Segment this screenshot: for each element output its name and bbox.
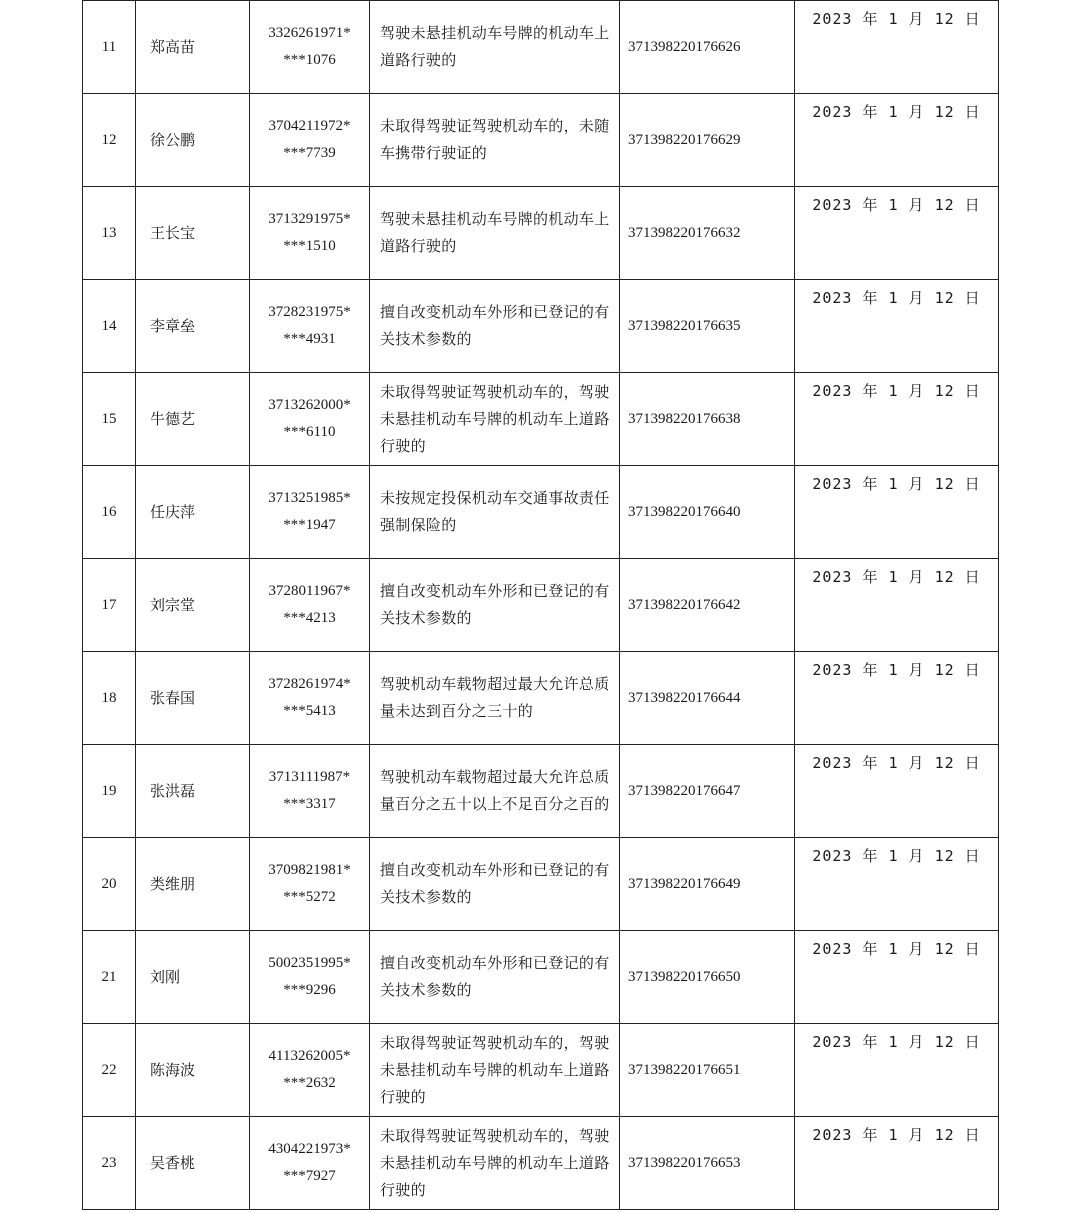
person-name-cell: 吴香桃: [136, 1117, 250, 1210]
id-number-cell: [250, 838, 370, 931]
decision-date-cell: 2023 年 1 月 12 日: [795, 838, 999, 931]
violation-reason-cell: 擅自改变机动车外形和已登记的有关技术参数的: [370, 280, 620, 373]
id-number-line-1: 4304221973*: [268, 1141, 351, 1157]
id-number-line-1: 3728011967*: [268, 583, 351, 599]
id-number-line-1: 3713291975*: [268, 211, 351, 227]
id-number-line-2: ***6110: [283, 424, 336, 440]
id-number-cell: [250, 745, 370, 838]
table-body: [83, 1, 999, 1210]
document-number-cell: 371398220176647: [620, 745, 795, 838]
document-number-cell: 371398220176649: [620, 838, 795, 931]
decision-date-cell: 2023 年 1 月 12 日: [795, 187, 999, 280]
id-number-line-2: ***1510: [283, 238, 336, 254]
row-index-cell: 11: [83, 1, 136, 94]
id-number-line-2: ***2632: [283, 1075, 336, 1091]
decision-date-cell: 2023 年 1 月 12 日: [795, 373, 999, 466]
id-number-line-1: 3713251985*: [268, 490, 351, 506]
id-number-line-2: ***3317: [283, 796, 336, 812]
id-number-cell: [250, 1, 370, 94]
row-index-cell: 13: [83, 187, 136, 280]
id-number-cell: [250, 373, 370, 466]
table-row: [83, 1024, 999, 1117]
person-name-cell: 徐公鹏: [136, 94, 250, 187]
violation-reason-cell: 擅自改变机动车外形和已登记的有关技术参数的: [370, 838, 620, 931]
decision-date-cell: 2023 年 1 月 12 日: [795, 1, 999, 94]
violation-reason-cell: 擅自改变机动车外形和已登记的有关技术参数的: [370, 931, 620, 1024]
id-number-line-1: 5002351995*: [268, 955, 351, 971]
table-row: [83, 745, 999, 838]
table-row: [83, 373, 999, 466]
violation-reason-cell: 擅自改变机动车外形和已登记的有关技术参数的: [370, 559, 620, 652]
id-number-line-1: 3728261974*: [268, 676, 351, 692]
table-row: [83, 466, 999, 559]
violation-reason-cell: 未取得驾驶证驾驶机动车的，驾驶未悬挂机动车号牌的机动车上道路行驶的: [370, 1117, 620, 1210]
person-name-cell: 张洪磊: [136, 745, 250, 838]
id-number-line-1: 3728231975*: [268, 304, 351, 320]
violation-reason-cell: 未取得驾驶证驾驶机动车的，驾驶未悬挂机动车号牌的机动车上道路行驶的: [370, 373, 620, 466]
violation-reason-cell: 未按规定投保机动车交通事故责任强制保险的: [370, 466, 620, 559]
person-name-cell: 牛德艺: [136, 373, 250, 466]
id-number-line-1: 3709821981*: [268, 862, 351, 878]
violation-reason-cell: 驾驶机动车载物超过最大允许总质量百分之五十以上不足百分之百的: [370, 745, 620, 838]
table-row: [83, 94, 999, 187]
row-index-cell: 19: [83, 745, 136, 838]
decision-date-cell: 2023 年 1 月 12 日: [795, 559, 999, 652]
row-index-cell: 16: [83, 466, 136, 559]
document-number-cell: 371398220176644: [620, 652, 795, 745]
person-name-cell: 刘刚: [136, 931, 250, 1024]
row-index-cell: 18: [83, 652, 136, 745]
id-number-line-2: ***4931: [283, 331, 336, 347]
row-index-cell: 14: [83, 280, 136, 373]
person-name-cell: 王长宝: [136, 187, 250, 280]
row-index-cell: 17: [83, 559, 136, 652]
table-row: [83, 838, 999, 931]
person-name-cell: 郑高苗: [136, 1, 250, 94]
id-number-cell: [250, 1024, 370, 1117]
table-row: [83, 1117, 999, 1210]
violation-reason-cell: 驾驶未悬挂机动车号牌的机动车上道路行驶的: [370, 187, 620, 280]
row-index-cell: 21: [83, 931, 136, 1024]
document-number-cell: 371398220176640: [620, 466, 795, 559]
id-number-line-2: ***4213: [283, 610, 336, 626]
table-row: [83, 559, 999, 652]
row-index-cell: 20: [83, 838, 136, 931]
id-number-line-1: 3704211972*: [268, 118, 351, 134]
document-number-cell: 371398220176642: [620, 559, 795, 652]
penalty-records-table: [82, 0, 999, 1210]
violation-reason-cell: 驾驶机动车载物超过最大允许总质量未达到百分之三十的: [370, 652, 620, 745]
document-number-cell: 371398220176632: [620, 187, 795, 280]
id-number-line-1: 4113262005*: [268, 1048, 351, 1064]
table-row: [83, 1, 999, 94]
decision-date-cell: 2023 年 1 月 12 日: [795, 652, 999, 745]
person-name-cell: 刘宗堂: [136, 559, 250, 652]
document-number-cell: 371398220176629: [620, 94, 795, 187]
person-name-cell: 李章垒: [136, 280, 250, 373]
row-index-cell: 12: [83, 94, 136, 187]
id-number-cell: [250, 1117, 370, 1210]
decision-date-cell: 2023 年 1 月 12 日: [795, 466, 999, 559]
decision-date-cell: 2023 年 1 月 12 日: [795, 745, 999, 838]
table-row: [83, 187, 999, 280]
id-number-cell: [250, 187, 370, 280]
person-name-cell: 类维朋: [136, 838, 250, 931]
id-number-line-2: ***5272: [283, 889, 336, 905]
id-number-line-2: ***1076: [283, 52, 336, 68]
table-row: [83, 931, 999, 1024]
decision-date-cell: 2023 年 1 月 12 日: [795, 1024, 999, 1117]
id-number-cell: [250, 94, 370, 187]
document-number-cell: 371398220176650: [620, 931, 795, 1024]
violation-reason-cell: 驾驶未悬挂机动车号牌的机动车上道路行驶的: [370, 1, 620, 94]
id-number-cell: [250, 931, 370, 1024]
id-number-line-1: 3326261971*: [268, 25, 351, 41]
id-number-cell: [250, 280, 370, 373]
document-number-cell: 371398220176635: [620, 280, 795, 373]
table-row: [83, 652, 999, 745]
violation-reason-cell: 未取得驾驶证驾驶机动车的，未随车携带行驶证的: [370, 94, 620, 187]
person-name-cell: 陈海波: [136, 1024, 250, 1117]
id-number-line-1: 3713262000*: [268, 397, 351, 413]
person-name-cell: 任庆萍: [136, 466, 250, 559]
document-number-cell: 371398220176626: [620, 1, 795, 94]
id-number-line-2: ***7927: [283, 1168, 336, 1184]
id-number-line-2: ***5413: [283, 703, 336, 719]
id-number-line-1: 3713111987*: [268, 769, 351, 785]
table-row: [83, 280, 999, 373]
decision-date-cell: 2023 年 1 月 12 日: [795, 931, 999, 1024]
id-number-cell: [250, 652, 370, 745]
decision-date-cell: 2023 年 1 月 12 日: [795, 94, 999, 187]
id-number-line-2: ***1947: [283, 517, 336, 533]
violation-reason-cell: 未取得驾驶证驾驶机动车的，驾驶未悬挂机动车号牌的机动车上道路行驶的: [370, 1024, 620, 1117]
id-number-line-2: ***9296: [283, 982, 336, 998]
id-number-line-2: ***7739: [283, 145, 336, 161]
id-number-cell: [250, 466, 370, 559]
decision-date-cell: 2023 年 1 月 12 日: [795, 280, 999, 373]
document-number-cell: 371398220176653: [620, 1117, 795, 1210]
document-number-cell: 371398220176638: [620, 373, 795, 466]
decision-date-cell: 2023 年 1 月 12 日: [795, 1117, 999, 1210]
person-name-cell: 张春国: [136, 652, 250, 745]
row-index-cell: 15: [83, 373, 136, 466]
id-number-cell: [250, 559, 370, 652]
row-index-cell: 23: [83, 1117, 136, 1210]
document-number-cell: 371398220176651: [620, 1024, 795, 1117]
row-index-cell: 22: [83, 1024, 136, 1117]
